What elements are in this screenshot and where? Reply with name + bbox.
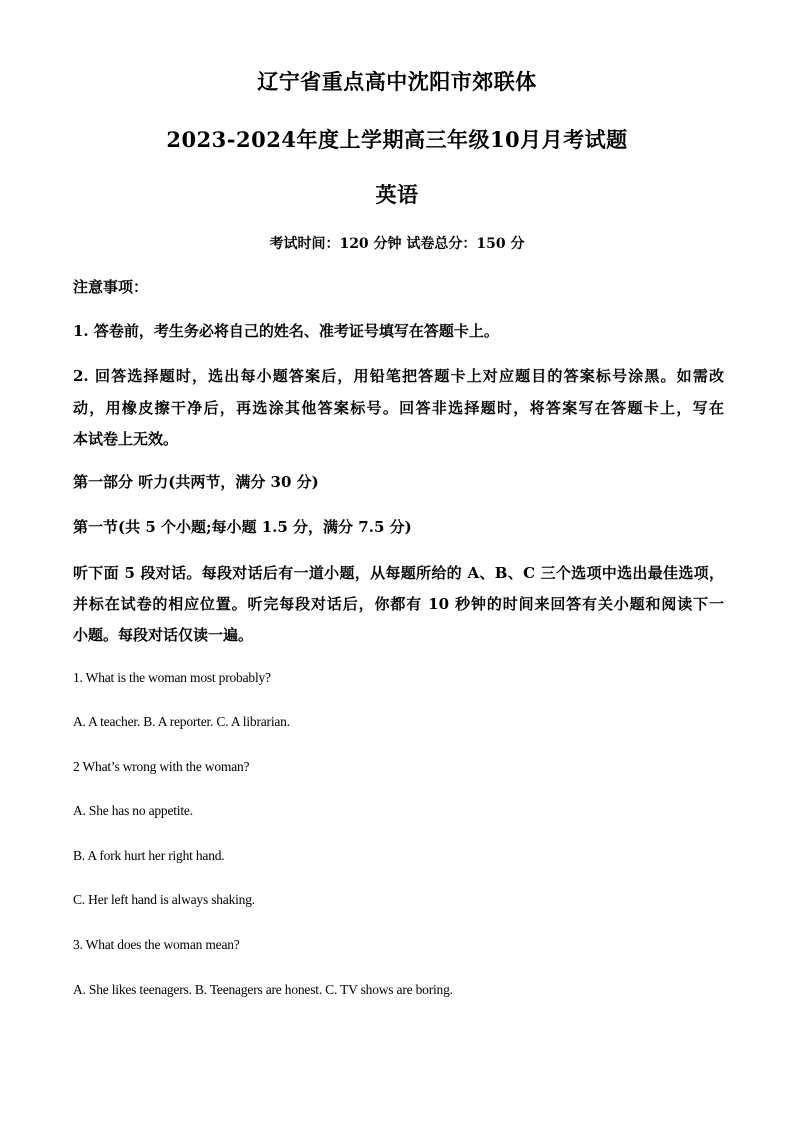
note-item-2-line-1: 2. 回答选择题时，选出每小题答案后，用铅笔把答题卡上对应题目的答案标号涂黑。如需改 [73, 367, 724, 385]
instructions-line-2: 并标在试卷的相应位置。听完每段对话后，你都有 10 秒钟的时间来回答有关小题和阅读下一 [73, 595, 724, 613]
question-3: 3. What does the woman mean? [73, 937, 240, 952]
question-1: 1. What is the woman most probably? [73, 670, 271, 685]
question-2-option-a: A. She has no appetite. [73, 803, 193, 818]
question-1-options: A. A teacher. B. A reporter. C. A librarian. [73, 714, 290, 729]
title-line-2: 2023-2024年度上学期高三年级10月月考试题 [166, 127, 628, 152]
question-3-options: A. She likes teenagers. B. Teenagers are honest. C. TV shows are boring. [73, 982, 453, 997]
question-2-option-b: B. A fork hurt her right hand. [73, 848, 225, 863]
question-2: 2 What’s wrong with the woman? [73, 759, 250, 774]
note-item-2-line-3: 本试卷上无效。 [73, 430, 179, 448]
exam-info: 考试时间：120 分钟 试卷总分：150 分 [269, 236, 525, 252]
instructions-line-3: 小题。每段对话仅读一遍。 [73, 626, 254, 644]
subject-title: 英语 [375, 182, 419, 207]
question-2-option-c: C. Her left hand is always shaking. [73, 892, 255, 907]
part1-heading: 第一部分 听力(共两节，满分 30 分) [73, 473, 319, 491]
note-item-1: 1. 答卷前，考生务必将自己的姓名、准考证号填写在答题卡上。 [73, 322, 499, 340]
section1-heading: 第一节(共 5 个小题;每小题 1.5 分，满分 7.5 分) [73, 518, 412, 536]
note-item-2-line-2: 动，用橡皮擦干净后，再选涂其他答案标号。回答非选择题时，将答案写在答题卡上，写在 [73, 399, 724, 417]
notes-heading: 注意事项： [73, 278, 149, 296]
instructions-line-1: 听下面 5 段对话。每段对话后有一道小题，从每题所给的 A、B、C 三个选项中选出最佳选项， [73, 564, 724, 582]
title-line-1: 辽宁省重点高中沈阳市郊联体 [257, 69, 537, 94]
